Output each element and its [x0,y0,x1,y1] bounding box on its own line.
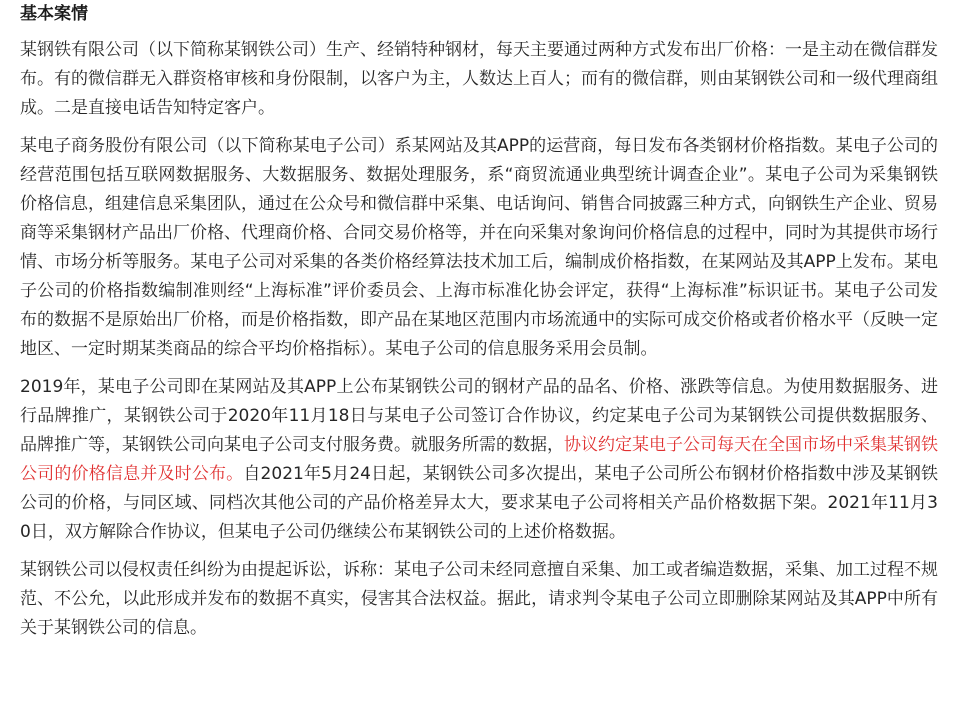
paragraph-3-text-before: 2019年，某电子公司即在某网站及其APP上公布某钢铁公司的钢材产品的品名、价格、涨跌等信息。为使用数据服务、进行品牌推广，某钢铁公司于2020年11月18日与某电子公司签订合作协议，约定某电子公司为某钢铁公司提供数据服务、品牌推广等，某钢铁公司向某电子公司支付服务费。就服务所需的数据， [20,377,938,455]
paragraph-3 [20,373,938,547]
paragraph-4: 某钢铁公司以侵权责任纠纷为由提起诉讼，诉称：某电子公司未经同意擅自采集、加工或者编造数据，采集、加工过程不规范、不公允，以此形成并发布的数据不真实，侵害其合法权益。据此，请求判令某电子公司立即删除某网站及其APP中所有关于某钢铁公司的信息。 [20,560,938,638]
paragraph-3-text-after: 自2021年5月24日起，某钢铁公司多次提出，某电子公司所公布钢材价格指数中涉及某钢铁公司的价格，与同区域、同档次其他公司的产品价格差异太大，要求某电子公司将相关产品价格数据下架。2021年11月30日，双方解除合作协议，但某电子公司仍继续公布某钢铁公司的上述价格数据。 [20,464,939,542]
paragraph-2: 某电子商务股份有限公司（以下简称某电子公司）系某网站及其APP的运营商，每日发布各类钢材价格指数。某电子公司的经营范围包括互联网数据服务、大数据服务、数据处理服务，系“商贸流通业典型统计调查企业”。某电子公司为采集钢铁价格信息，组建信息采集团队，通过在公众号和微信群中采集、电话询问、销售合同披露三种方式，向钢铁生产企业、贸易商等采集钢材产品出厂价格、代理商价格、合同交易价格等，并在向采集对象询问价格信息的过程中，同时为其提供市场行情、市场分析等服务。某电子公司对采集的各类价格经算法技术加工后，编制成价格指数，在某网站及其APP上发布。某电子公司的价格指数编制准则经“上海标准”评价委员会、上海市标准化协会评定，获得“上海标准”标识证书。某电子公司发布的数据不是原始出厂价格，而是价格指数，即产品在某地区范围内市场流通中的实际可成交价格或者价格水平（反映一定地区、一定时期某类商品的综合平均价格指标）。某电子公司的信息服务采用会员制。 [20,136,938,359]
section-heading: 基本案情 [20,4,88,24]
document-body [20,0,938,652]
highlighted-agreement-text: 协议约定某电子公司每天在全国市场中采集某钢铁公司的价格信息并及时公布。 [20,435,938,484]
paragraph-1: 某钢铁有限公司（以下简称某钢铁公司）生产、经销特种钢材，每天主要通过两种方式发布出厂价格：一是主动在微信群发布。有的微信群无入群资格审核和身份限制，以客户为主，人数达上百人；而有的微信群，则由某钢铁公司和一级代理商组成。二是直接电话告知特定客户。 [20,40,938,118]
